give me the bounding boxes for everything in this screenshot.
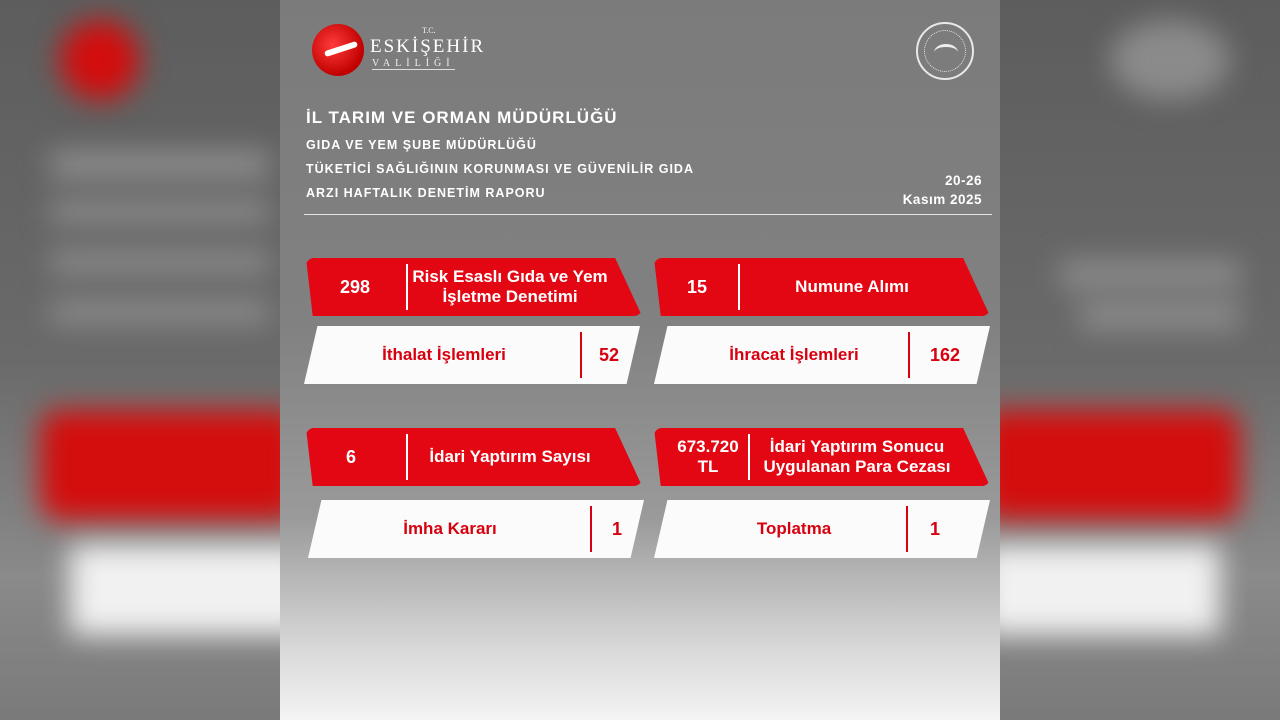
ministry-seal-icon (916, 22, 974, 80)
card-ceza-label-line1: İdari Yaptırım Sonucu (769, 437, 945, 456)
card-toplatma-value: 1 (929, 519, 940, 539)
card-ithalat (304, 326, 640, 384)
card-imha (308, 500, 644, 558)
background-blur-left (0, 0, 280, 720)
date-month: Kasım 2025 (902, 192, 982, 207)
card-para-cezasi (654, 428, 990, 486)
card-ithalat-label: İthalat İşlemleri (382, 345, 506, 364)
card-risk-label-line1: Risk Esaslı Gıda ve Yem (412, 267, 608, 286)
card-risk-label-line2: İşletme Denetimi (442, 287, 578, 306)
card-ceza-label-line2: Uygulanan Para Cezası (763, 457, 951, 476)
report-poster (280, 0, 1000, 720)
card-imha-value: 1 (611, 519, 622, 539)
card-risk-value: 298 (339, 277, 371, 297)
logo-city: ESKİŞEHİR (370, 36, 486, 57)
report-date (903, 171, 982, 209)
card-ithalat-value: 52 (598, 345, 620, 365)
card-ihracat (654, 326, 990, 384)
valilik-logo (312, 24, 486, 76)
header-divider (304, 214, 992, 215)
card-idari-value: 6 (345, 447, 356, 467)
card-idari-label: İdari Yaptırım Sayısı (429, 447, 591, 466)
card-ihracat-value: 162 (929, 345, 961, 365)
report-line-3: ARZI HAFTALIK DENETİM RAPORU (306, 186, 546, 200)
valilik-logo-icon (312, 24, 364, 76)
card-toplatma-label: Toplatma (756, 519, 832, 538)
card-numune-label: Numune Alımı (795, 277, 909, 296)
card-imha-label: İmha Kararı (403, 519, 497, 538)
card-risk-denetimi (306, 258, 642, 316)
report-line-2: TÜKETİCİ SAĞLIĞININ KORUNMASI VE GÜVENİLİR GIDA (306, 162, 694, 176)
card-toplatma (654, 500, 990, 558)
card-ceza-value-line1: 673.720 (677, 437, 739, 456)
card-risk-label (410, 258, 610, 316)
logo-subtitle: VALİLİĞİ (372, 58, 455, 69)
report-line-1: GIDA VE YEM ŞUBE MÜDÜRLÜĞÜ (306, 138, 537, 152)
card-numune (654, 258, 990, 316)
card-numune-value: 15 (686, 277, 708, 297)
card-idari-sayi (306, 428, 642, 486)
card-ihracat-label: İhracat İşlemleri (729, 345, 859, 364)
report-header (306, 108, 694, 200)
card-ceza-value (658, 428, 758, 486)
report-title: İL TARIM VE ORMAN MÜDÜRLÜĞÜ (306, 108, 618, 127)
card-ceza-value-line2: TL (697, 457, 719, 476)
background-blur-right (1000, 0, 1280, 720)
card-ceza-label (752, 428, 962, 486)
date-range: 20-26 (944, 173, 982, 188)
logo-tc: T.C. (422, 26, 436, 35)
